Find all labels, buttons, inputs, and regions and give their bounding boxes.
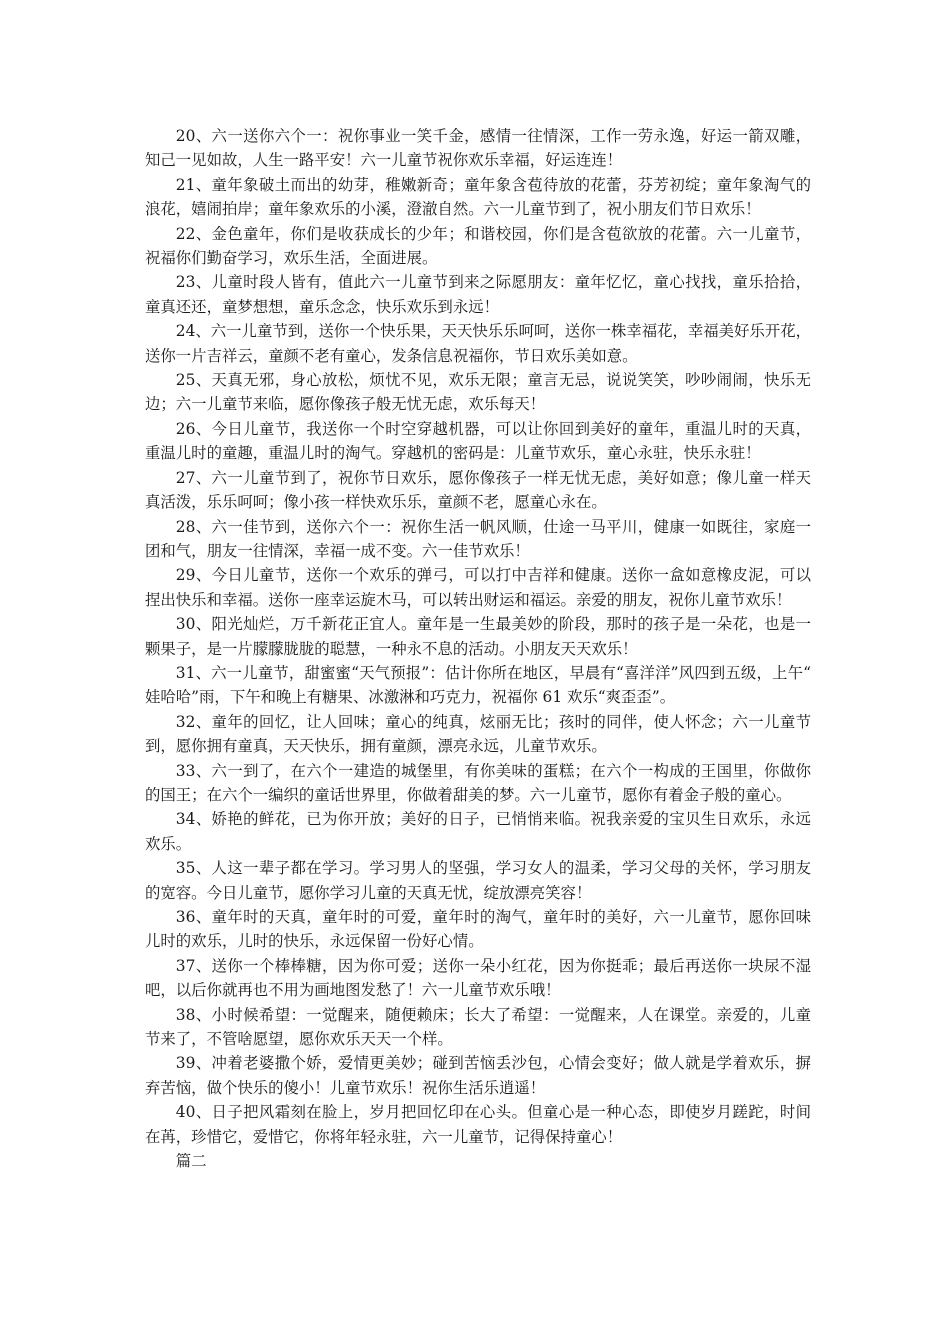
paragraph-21: 21、童年象破土而出的幼芽，稚嫩新奇；童年象含苞待放的花蕾，芬芳初绽；童年象淘气的浪花，嬉闹拍岸；童年象欢乐的小溪，澄澈自然。六一儿童节到了，祝小朋友们节日欢乐！ [145,175,811,219]
paragraph-24: 24、六一儿童节到，送你一个快乐果，天天快乐乐呵呵，送你一株幸福花，幸福美好乐开花，送你一片吉祥云，童颜不老有童心，发条信息祝福你，节日欢乐美如意。 [145,322,812,365]
paragraph-30: 30、阳光灿烂，万千新花正宜人。童年是一生最美妙的阶段，那时的孩子是一朵花，也是一颗果子，是一片朦朦胧胧的聪慧，一种永不息的活动。小朋友天天欢乐！ [145,615,811,658]
paragraph-34: 34、娇艳的鲜花，已为你开放；美好的日子，已悄悄来临。祝我亲爱的宝贝生日欢乐，永远欢乐。 [145,810,811,853]
paragraph-28: 28、六一佳节到，送你六个一：祝你生活一帆风顺，仕途一马平川，健康一如既往，家庭一团和气，朋友一往情深，幸福一成不变。六一佳节欢乐！ [145,517,811,560]
paragraph-20: 20、六一送你六个一：祝你事业一笑千金，感情一往情深，工作一劳永逸，好运一箭双雕，知己一见如故，人生一路平安！六一儿童节祝你欢乐幸福，好运连连！ [145,127,811,170]
paragraph-26: 26、今日儿童节，我送你一个时空穿越机器，可以让你回到美好的童年，重温儿时的天真，重温儿时的童趣，重温儿时的淘气。穿越机的密码是：儿童节欢乐，童心永驻，快乐永驻！ [145,419,811,463]
paragraph-40: 40、日子把风霜刻在脸上，岁月把回忆印在心头。但童心是一种心态，即使岁月蹉跎，时间在苒，珍惜它，爱惜它，你将年轻永驻，六一儿童节，记得保持童心！ [145,1103,811,1146]
paragraph-37: 37、送你一个棒棒糖，因为你可爱；送你一朵小红花，因为你挺乖；最后再送你一块尿不湿吧，以后你就再也不用为画地图发愁了！六一儿童节欢乐哦！ [145,956,811,1000]
document-body [145,124,811,1173]
paragraph-35: 35、人这一辈子都在学习。学习男人的坚强，学习女人的温柔，学习父母的关怀，学习朋友的宽容。今日儿童节，愿你学习儿童的天真无忧，绽放漂亮笑容！ [145,859,811,902]
paragraph-36: 36、童年时的天真，童年时的可爱，童年时的淘气，童年时的美好，六一儿童节，愿你回味儿时的欢乐，儿时的快乐，永远保留一份好心情。 [145,908,811,951]
paragraph-31: 31、六一儿童节，甜蜜蜜“天气预报”：估计你所在地区，早晨有“喜洋洋”风四到五级，上午“娃哈哈”雨，下午和晚上有糖果、冰激淋和巧克力，祝福你 61 欢乐“爽歪歪”。 [145,663,811,707]
section-heading: 篇二 [175,1152,207,1171]
paragraph-38: 38、小时候希望：一觉醒来，随便赖床；长大了希望：一觉醒来，人在课堂。亲爱的，儿童节来了，不管啥愿望，愿你欢乐天天一个样。 [145,1005,811,1049]
paragraph-22: 22、金色童年，你们是收获成长的少年；和谐校园，你们是含苞欲放的花蕾。六一儿童节，祝福你们勤奋学习，欢乐生活，全面进展。 [145,224,811,268]
paragraph-27: 27、六一儿童节到了，祝你节日欢乐，愿你像孩子一样无忧无虑，美好如意；像儿童一样天真活泼，乐乐呵呵；像小孩一样快欢乐乐，童颜不老，愿童心永在。 [145,468,811,512]
paragraph-29: 29、今日儿童节，送你一个欢乐的弹弓，可以打中吉祥和健康。送你一盒如意橡皮泥，可以捏出快乐和幸福。送你一座幸运旋木马，可以转出财运和福运。亲爱的朋友，祝你儿童节欢乐！ [145,566,811,609]
paragraph-39: 39、冲着老婆撒个娇，爱情更美妙；碰到苦恼丢沙包，心情会变好；做人就是学着欢乐，摒弃苦恼，做个快乐的傻小！儿童节欢乐！祝你生活乐逍遥！ [145,1054,811,1097]
paragraph-23: 23、儿童时段人皆有，值此六一儿童节到来之际愿朋友：童年忆忆，童心找找，童乐拾拾，童真还还，童梦想想，童乐念念，快乐欢乐到永远！ [145,273,811,316]
paragraph-32: 32、童年的回忆，让人回味；童心的纯真，炫丽无比；孩时的同伴，使人怀念；六一儿童节到，愿你拥有童真，天天快乐，拥有童颜，漂亮永远，儿童节欢乐。 [145,712,811,756]
paragraph-33: 33、六一到了，在六个一建造的城堡里，有你美味的蛋糕；在六个一构成的王国里，你做你的国王；在六个一编织的童话世界里，你做着甜美的梦。六一儿童节，愿你有着金子般的童心。 [145,761,811,804]
paragraph-25: 25、天真无邪，身心放松，烦忧不见，欢乐无限；童言无忌，说说笑笑，吵吵闹闹，快乐无边；六一儿童节来临，愿你像孩子般无忧无虑，欢乐每天！ [145,371,811,414]
